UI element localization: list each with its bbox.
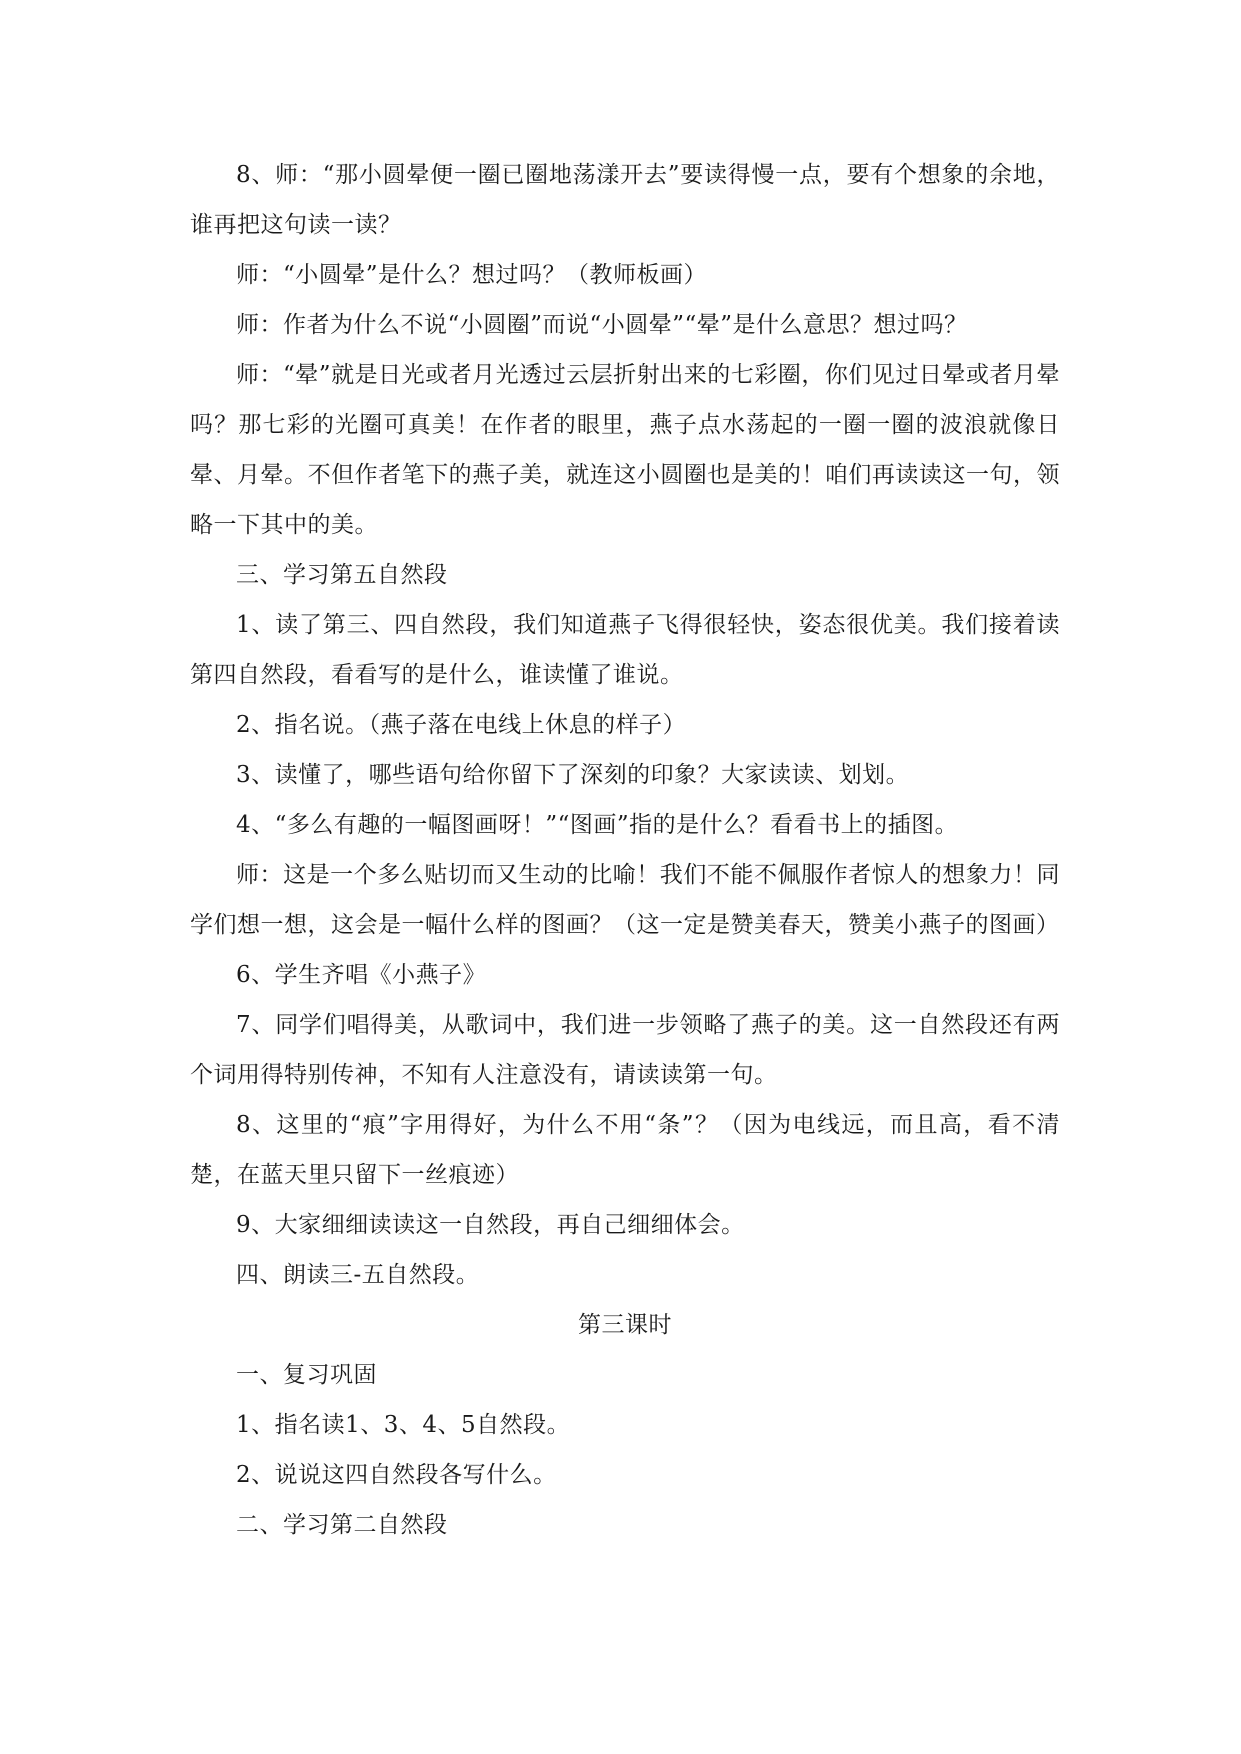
paragraph: 1、读了第三、四自然段，我们知道燕子飞得很轻快，姿态很优美。我们接着读第四自然段，看看写的是什么，谁读懂了谁说。	[190, 612, 1060, 688]
paragraph: 2、说说这四自然段各写什么。	[236, 1462, 557, 1488]
paragraph: 3、读懂了，哪些语句给你留下了深刻的印象？大家读读、划划。	[236, 762, 910, 788]
paragraph: 1、指名读1、3、4、5自然段。	[236, 1412, 571, 1438]
section-heading: 一、复习巩固	[236, 1362, 377, 1388]
lesson-title: 第三课时	[578, 1312, 672, 1338]
document-body	[190, 150, 1060, 1550]
paragraph: 7、同学们唱得美，从歌词中，我们进一步领略了燕子的美。这一自然段还有两个词用得特别传神，不知有人注意没有，请读读第一句。	[190, 1012, 1060, 1088]
paragraph: 师：“晕”就是日光或者月光透过云层折射出来的七彩圈，你们见过日晕或者月晕吗？那七彩的光圈可真美！在作者的眼里，燕子点水荡起的一圈一圈的波浪就像日晕、月晕。不但作者笔下的燕子美，就连这小圆圈也是美的！咱们再读读这一句，领略一下其中的美。	[190, 362, 1060, 538]
section-heading: 二、学习第二自然段	[236, 1512, 448, 1538]
paragraph: 4、“多么有趣的一幅图画呀！”“图画”指的是什么？看看书上的插图。	[236, 812, 959, 838]
paragraph: 师：这是一个多么贴切而又生动的比喻！我们不能不佩服作者惊人的想象力！同学们想一想，这会是一幅什么样的图画？（这一定是赞美春天，赞美小燕子的图画）	[190, 862, 1060, 938]
section-heading: 三、学习第五自然段	[236, 562, 448, 588]
paragraph: 8、这里的“痕”字用得好，为什么不用“条”？（因为电线远，而且高，看不清楚，在蓝天里只留下一丝痕迹）	[190, 1112, 1060, 1188]
paragraph: 8、师：“那小圆晕便一圈已圈地荡漾开去”要读得慢一点，要有个想象的余地，谁再把这句读一读？	[190, 162, 1060, 238]
paragraph: 2、指名说。（燕子落在电线上休息的样子）	[236, 712, 687, 738]
paragraph: 师：作者为什么不说“小圆圈”而说“小圆晕”“晕”是什么意思？想过吗？	[236, 312, 968, 338]
section-heading: 四、朗读三-五自然段。	[236, 1262, 480, 1288]
paragraph: 6、学生齐唱《小燕子》	[236, 962, 487, 988]
paragraph: 9、大家细细读读这一自然段，再自己细细体会。	[236, 1212, 745, 1238]
paragraph: 师：“小圆晕”是什么？想过吗？（教师板画）	[236, 262, 708, 288]
